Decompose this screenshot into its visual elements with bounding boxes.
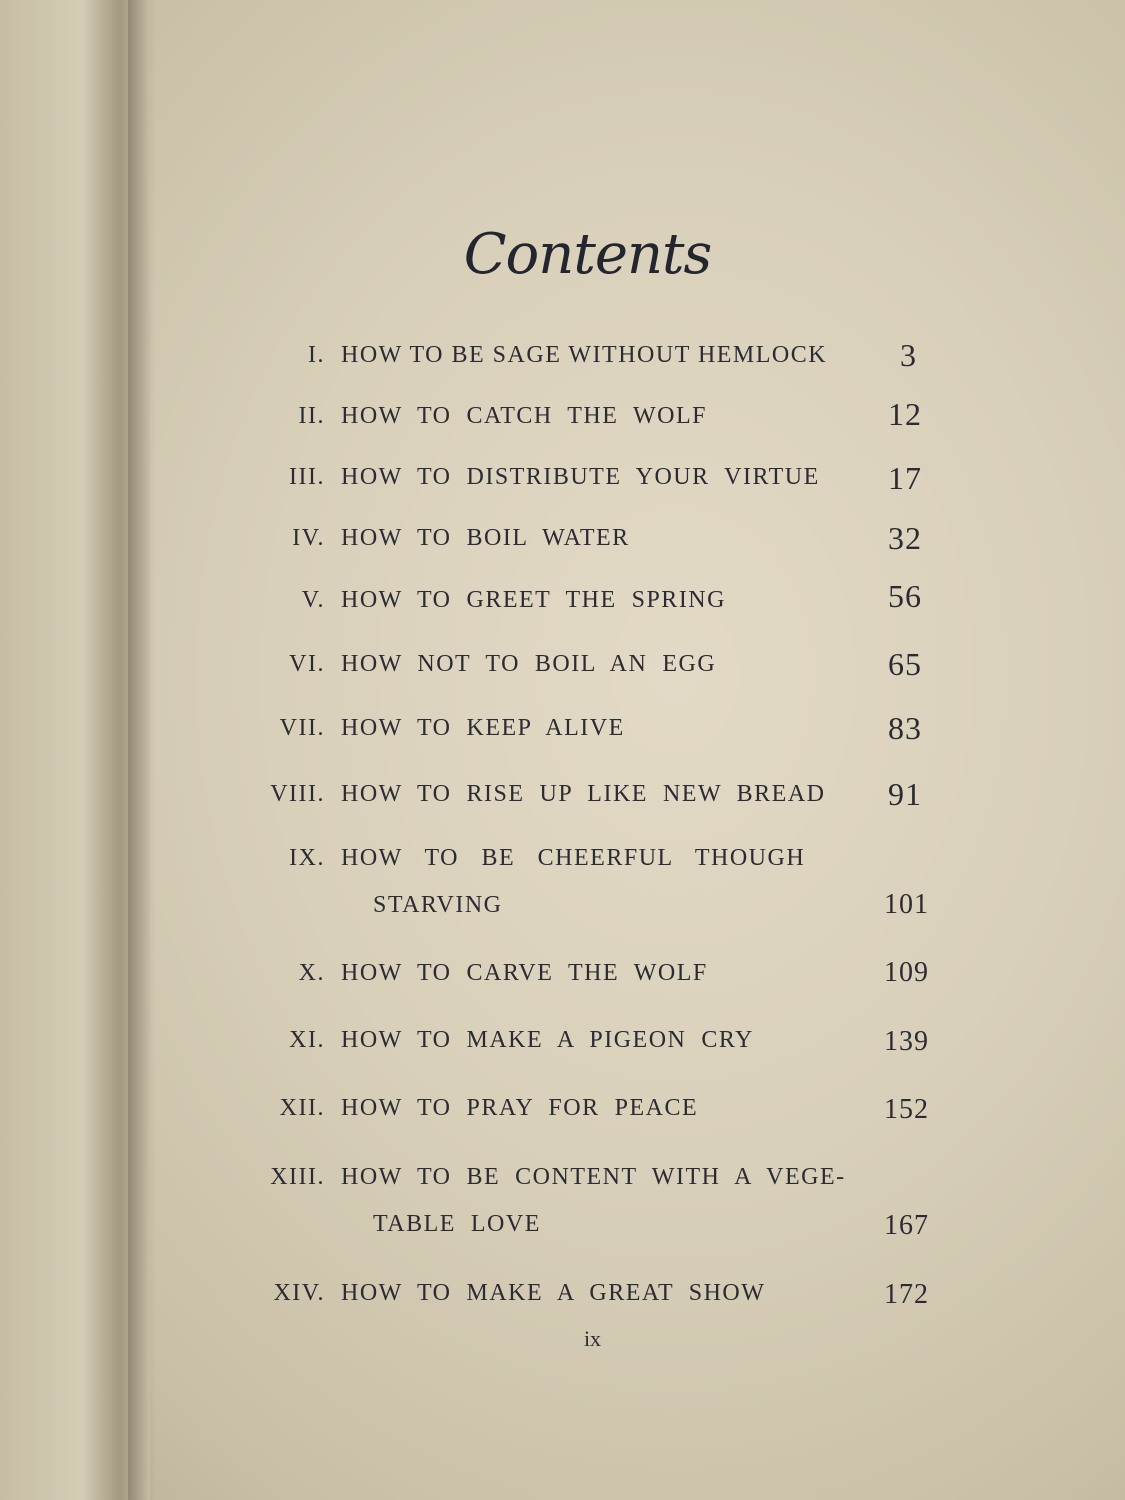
page-number: 152 [884, 1094, 929, 1125]
page-number: 109 [884, 957, 929, 988]
toc-entry [0, 1020, 1125, 1060]
chapter-title: HOW TO KEEP ALIVE [341, 715, 625, 741]
chapter-number: X. [298, 960, 325, 986]
toc-entry [0, 457, 1125, 497]
chapter-title: HOW TO GREET THE SPRING [341, 587, 726, 613]
toc-entry [0, 644, 1125, 684]
chapter-number: XIV. [273, 1280, 325, 1306]
chapter-number: III. [289, 464, 325, 490]
page-number: 65 [888, 646, 922, 682]
toc-entry [0, 518, 1125, 558]
chapter-title-continuation: TABLE LOVE [373, 1211, 541, 1237]
chapter-number: II. [298, 403, 325, 429]
page-number: 32 [888, 520, 922, 556]
chapter-number: VII. [279, 715, 325, 741]
chapter-title: HOW TO MAKE A PIGEON CRY [341, 1027, 754, 1053]
chapter-title: HOW TO CATCH THE WOLF [341, 403, 707, 429]
chapter-number: VI. [289, 651, 325, 677]
toc-entry [0, 1273, 1125, 1313]
chapter-title: HOW TO BE SAGE WITHOUT HEMLOCK [341, 342, 828, 368]
page-number: 167 [884, 1210, 929, 1241]
chapter-title: HOW TO RISE UP LIKE NEW BREAD [341, 781, 826, 807]
chapter-title: HOW TO CARVE THE WOLF [341, 960, 708, 986]
chapter-number: IX. [289, 845, 325, 871]
chapter-title: HOW TO DISTRIBUTE YOUR VIRTUE [341, 464, 820, 490]
page-number: 12 [888, 396, 922, 432]
page-number: 56 [888, 578, 922, 614]
chapter-title: HOW TO BOIL WATER [341, 525, 630, 551]
toc-entry [0, 396, 1125, 436]
chapter-title: HOW NOT TO BOIL AN EGG [341, 651, 717, 677]
chapter-title: HOW TO BE CHEERFUL THOUGH [341, 845, 806, 871]
chapter-number: VIII. [270, 781, 325, 807]
chapter-title: HOW TO MAKE A GREAT SHOW [341, 1280, 766, 1306]
chapter-number: IV. [292, 525, 325, 551]
chapter-title: HOW TO PRAY FOR PEACE [341, 1095, 699, 1121]
toc-entry [0, 953, 1125, 993]
page-number: 17 [888, 460, 922, 496]
toc-entry [0, 774, 1125, 814]
page-number: 172 [884, 1279, 929, 1310]
toc-entry [0, 838, 1125, 878]
page-folio: ix [583, 1326, 602, 1351]
chapter-number: V. [301, 587, 325, 613]
page-number: 139 [884, 1026, 929, 1057]
toc-entry [0, 335, 1125, 375]
toc-entry [0, 708, 1125, 748]
chapter-number: I. [308, 342, 325, 368]
chapter-number: XI. [289, 1027, 325, 1053]
page-number: 101 [884, 889, 929, 920]
toc-entry [0, 1088, 1125, 1128]
chapter-title-continuation: STARVING [373, 892, 503, 918]
page-title: Contents [463, 222, 712, 287]
chapter-number: XIII. [270, 1164, 325, 1190]
chapter-title: HOW TO BE CONTENT WITH A VEGE- [341, 1164, 846, 1190]
page-number: 91 [888, 776, 922, 812]
page-number: 3 [900, 337, 917, 373]
toc-entry [0, 580, 1125, 620]
chapter-number: XII. [279, 1095, 325, 1121]
toc-entry [0, 1157, 1125, 1197]
page-number: 83 [888, 710, 922, 746]
